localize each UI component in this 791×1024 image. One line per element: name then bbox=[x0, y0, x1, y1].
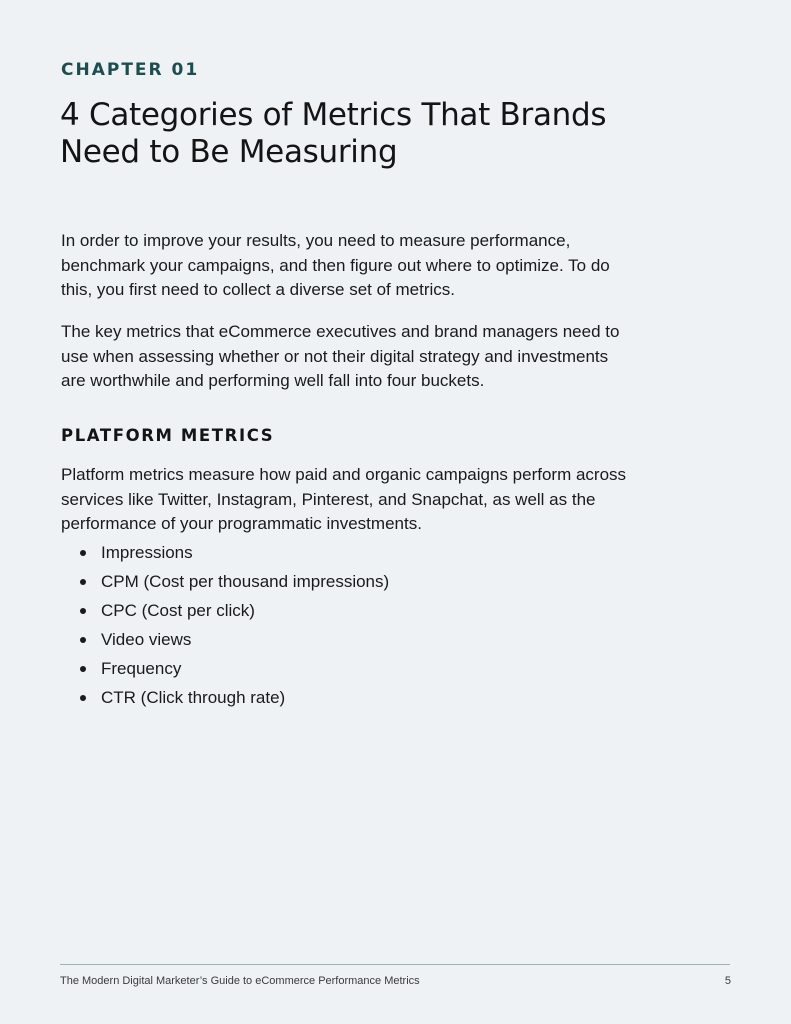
list-item-text: Impressions bbox=[101, 543, 193, 562]
list-item bbox=[61, 686, 389, 715]
bullet-icon bbox=[80, 608, 86, 614]
bullet-icon bbox=[80, 579, 86, 585]
list-item-text: CPM (Cost per thousand impressions) bbox=[101, 572, 390, 591]
list-item bbox=[61, 599, 389, 628]
bullet-icon bbox=[80, 550, 86, 556]
footer-document-title: The Modern Digital Marketer’s Guide to eCommerce Performance Metrics bbox=[60, 975, 420, 987]
section-heading-platform-metrics: PLATFORM METRICS bbox=[61, 426, 275, 445]
platform-metrics-description: Platform metrics measure how paid and organic campaigns perform across services like Twitter, Instagram, Pinterest, and Snapchat, as well as the performance of your programmatic investments. bbox=[61, 465, 627, 533]
list-item-text: CTR (Click through rate) bbox=[101, 688, 286, 707]
intro-paragraph-1: In order to improve your results, you need to measure performance, benchmark your campaigns, and then figure out where to optimize. To do this, you first need to collect a diverse set of metrics. bbox=[61, 231, 610, 299]
intro-paragraph-2: The key metrics that eCommerce executives and brand managers need to use when assessing whether or not their digital strategy and investments are worthwhile and performing well fall into four buckets. bbox=[61, 322, 620, 390]
list-item-text: Video views bbox=[101, 630, 192, 649]
list-item-text: CPC (Cost per click) bbox=[101, 601, 255, 620]
page-number: 5 bbox=[724, 975, 731, 987]
bullet-icon bbox=[80, 637, 86, 643]
list-item-text: Frequency bbox=[101, 659, 182, 678]
footer-divider bbox=[60, 964, 730, 965]
platform-metrics-list bbox=[61, 541, 389, 715]
bullet-icon bbox=[80, 695, 86, 701]
list-item bbox=[61, 657, 389, 686]
list-item bbox=[61, 541, 389, 570]
chapter-label: CHAPTER 01 bbox=[61, 60, 200, 80]
list-item bbox=[61, 570, 389, 599]
page-title: 4 Categories of Metrics That Brands Need to Be Measuring bbox=[60, 97, 607, 170]
bullet-icon bbox=[80, 666, 86, 672]
list-item bbox=[61, 628, 389, 657]
